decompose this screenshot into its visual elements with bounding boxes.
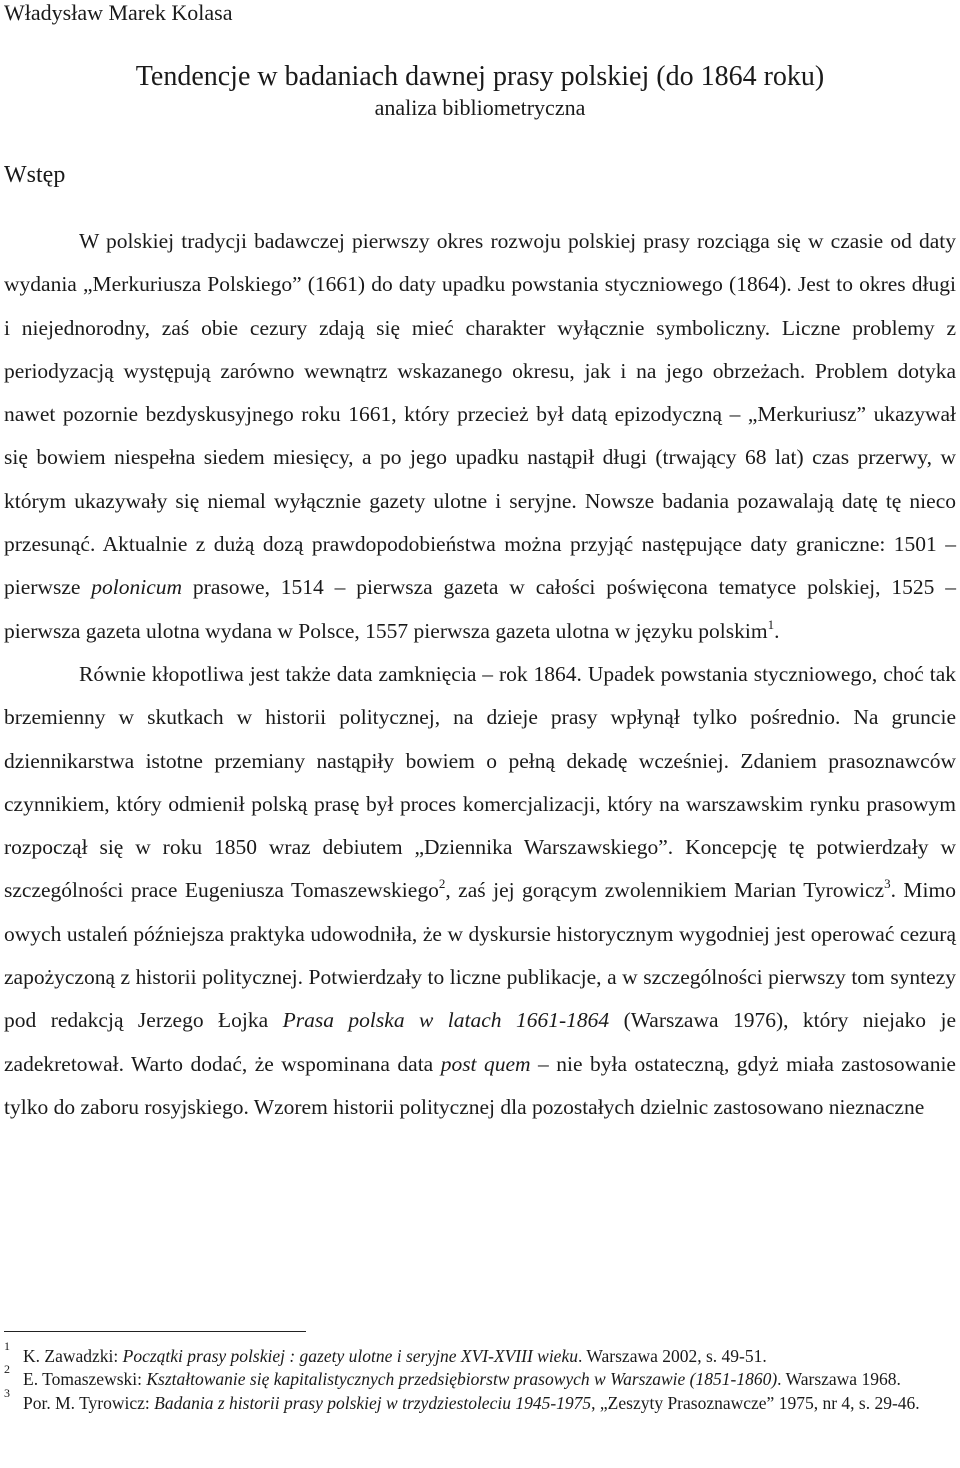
footnotes <box>4 1339 956 1415</box>
footnote-number: 1 <box>4 1339 10 1353</box>
footnote-number: 3 <box>4 1385 10 1400</box>
footnote-title: Kształtowanie się kapitalistycznych przedsiębiorstw prasowych w Warszawie (1851-1860) <box>146 1369 778 1390</box>
document-subtitle: analiza bibliometryczna <box>374 95 586 120</box>
document-title: Tendencje w badaniach dawnej prasy polskiej (do 1864 roku) <box>135 61 825 92</box>
footnote-details: . Warszawa 2002, s. 49-51. <box>577 1346 767 1366</box>
footnote <box>4 1385 956 1415</box>
footnote-author: E. Tomaszewski: <box>23 1369 147 1390</box>
footnote <box>4 1362 956 1391</box>
text-run: – nie była ostateczną, gdyż miała zastosowanie tylko do zaboru rosyjskiego. Wzorem historii politycznej dla pozostałych dzielnic zastosowano nieznaczne <box>4 1051 956 1119</box>
text-run: prasowe, 1514 – pierwsza gazeta w całości poświęcona tematyce polskiej, 1525 – pierwsza gazeta ulotna wydana w Polsce, 1557 pierwsza gazeta ulotna w języku polskim <box>4 575 957 643</box>
paragraph <box>4 653 956 1129</box>
footnote-number: 2 <box>4 1362 10 1377</box>
text-run: . Mimo owych ustaleń późniejsza praktyka udowodniła, że w dyskursie historycznym wygodniej jest operować cezurą zapożyczoną z historii politycznej. Potwierdzały to liczne publikacje, a w szczególności pierwszy tom syntezy pod redakcją Jerzego Łojka <box>4 878 956 1033</box>
footnote-separator <box>4 1331 306 1332</box>
footnote-author: Por. M. Tyrowicz: <box>23 1392 155 1413</box>
footnote-details: , „Zeszyty Prasoznawcze” 1975, nr 4, s. 29-46. <box>591 1392 920 1413</box>
footnote <box>4 1339 956 1368</box>
footnote-author: K. Zawadzki: <box>23 1346 123 1366</box>
section-heading: Wstęp <box>4 162 66 188</box>
text-run: W polskiej tradycji badawczej pierwszy okres rozwoju polskiej prasy rozciąga się w czasie od daty wydania „Merkuriusza Polskiego” (1661) do daty upadku powstania styczniowego (1864). Jest to okres długi i niejednorodny, zaś obie cezury zdają się mieć charakter wyłącznie symboliczny. Liczne problemy z periodyzacją występują zarówno wewnątrz wskazanego okresu, jak i na jego obrzeżach. Problem dotyka nawet pozornie bezdyskusyjnego roku 1661, który przecież był datą epizodyczną – „Merkuriusz” ukazywał się bowiem niespełna siedem miesięcy, a po jego upadku nastąpił długi (trwający 68 lat) czas przerwy, w którym ukazywały się niemal wyłącznie gazety ulotne i seryjne. Nowsze badania pozawalają datę tę nieco przesunąć. Aktualnie z dużą dozą prawdopodobieństwa można przyjąć następujące daty graniczne: 1501 – pierwsze <box>4 229 956 600</box>
text-run: (Warszawa 1976), który niejako je zadekretował. Warto dodać, że wspominana data <box>4 1008 956 1076</box>
emphasis: polonicum <box>91 575 183 600</box>
footnote-ref[interactable]: 1 <box>767 616 775 632</box>
emphasis: post quem <box>440 1051 531 1076</box>
footnote-details: . Warszawa 1968. <box>777 1369 901 1390</box>
text-run: Równie kłopotliwa jest także data zamknięcia – rok 1864. Upadek powstania styczniowego, choć tak brzemienny w skutkach w historii politycznej, na dzieje prasy wpłynął tylko pośrednio. Na gruncie dziennikarstwa istotne przemiany nastąpiły bowiem o pełną dekadę wcześniej. Zdaniem prasoznawców czynnikiem, który odmienił polską prasę był proces komercjalizacji, który na warszawskim rynku prasowym rozpoczął się w roku 1850 wraz debiutem „Dziennika Warszawskiego”. Koncepcję tę potwierdzały w szczególności prace Eugeniusza Tomaszewskiego <box>4 661 956 903</box>
author-name: Władysław Marek Kolasa <box>4 0 233 25</box>
body-text <box>4 220 956 1129</box>
footnote-title: Badania z historii prasy polskiej w trzydziestoleciu 1945-1975 <box>154 1392 592 1413</box>
text-run: . <box>774 618 780 643</box>
paragraph <box>4 220 956 653</box>
footnote-ref[interactable]: 3 <box>884 876 891 892</box>
emphasis: Prasa polska w latach 1661-1864 <box>282 1008 610 1033</box>
footnote-ref[interactable]: 2 <box>438 876 446 892</box>
text-run: , zaś jej gorącym zwolennikiem Marian Tyrowicz <box>445 878 885 903</box>
footnote-title: Początki prasy polskiej : gazety ulotne i seryjne XVI-XVIII wieku <box>122 1346 578 1366</box>
